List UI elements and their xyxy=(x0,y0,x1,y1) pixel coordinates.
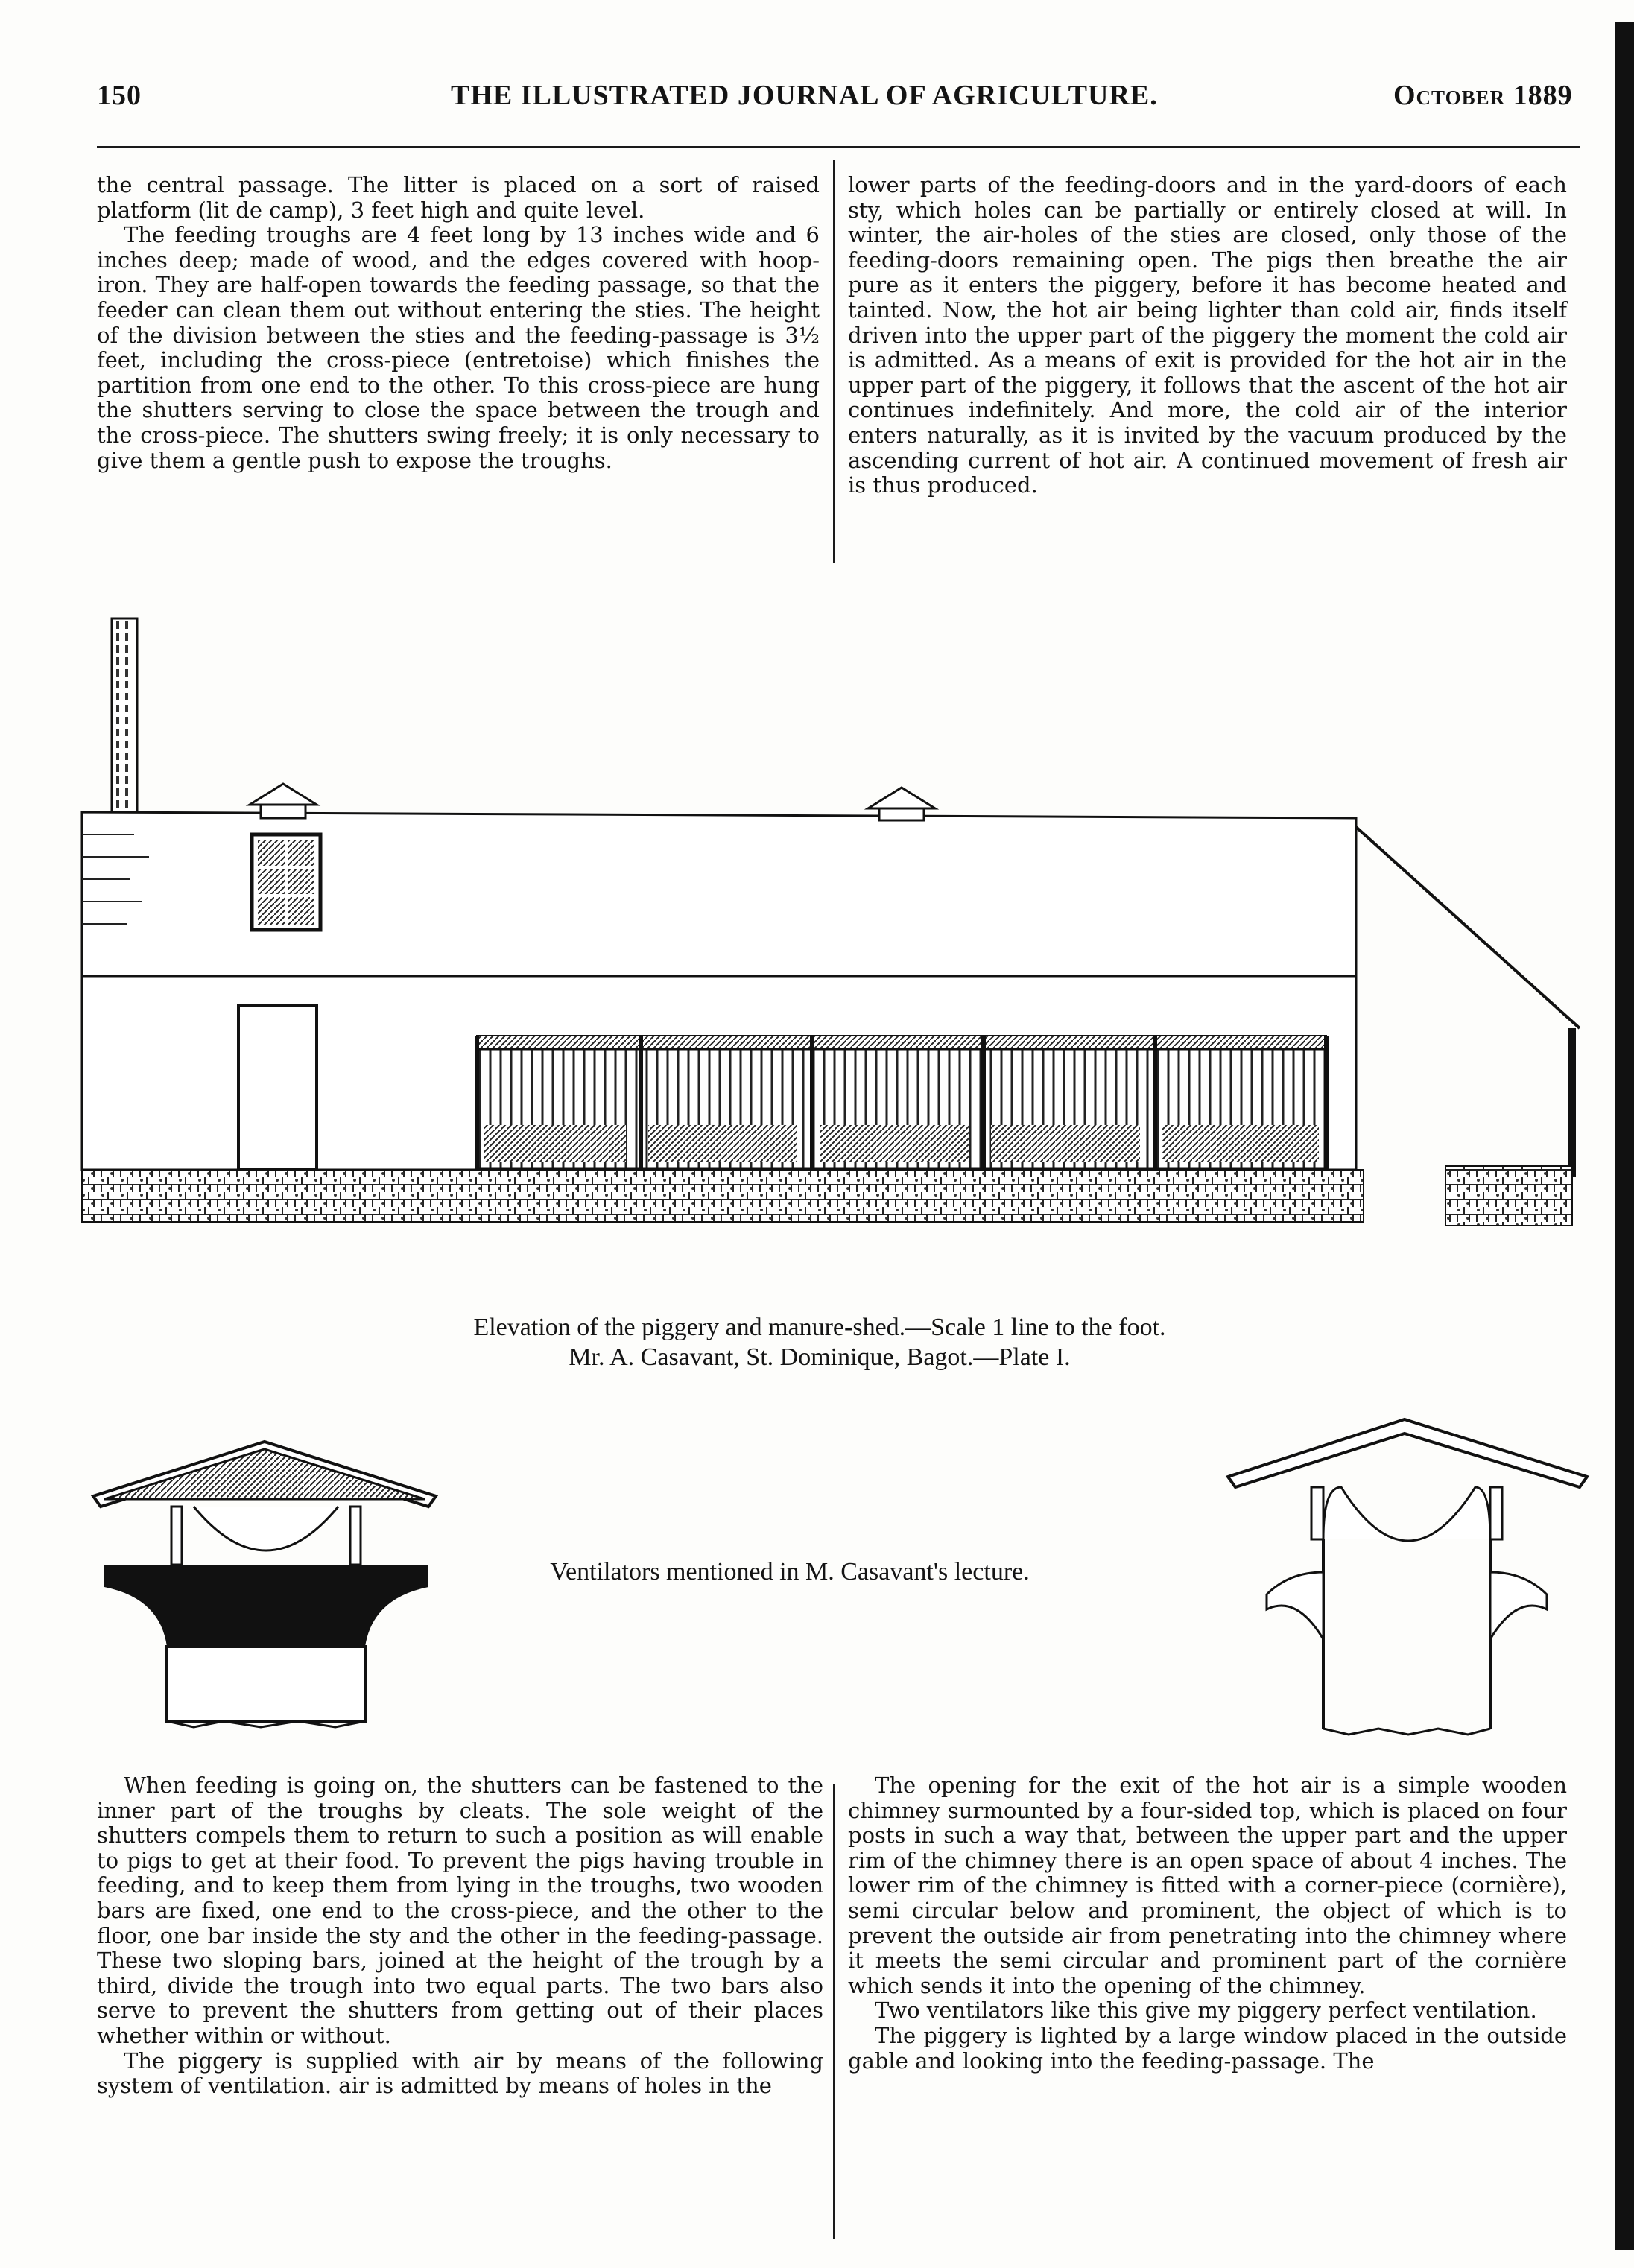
top-left-column xyxy=(97,173,820,473)
caption-line: Elevation of the piggery and manure-shed.—Scale 1 line to the foot. xyxy=(473,1314,1166,1341)
piggery-elevation-illustration xyxy=(60,611,1609,1282)
column-separator xyxy=(833,160,835,563)
paragraph: The piggery is lighted by a large window placed in the outside gable and looking into the feeding-passage. The xyxy=(848,2022,1567,2074)
issue-date: October 1889 xyxy=(1393,80,1573,111)
page-number: 150 xyxy=(97,80,142,111)
paragraph: the central passage. The litter is placed on a sort of raised platform (lit de camp), 3 feet high and quite level. xyxy=(97,172,820,223)
paragraph: Two ventilators like this give my piggery perfect ventilation. xyxy=(875,1998,1537,2024)
top-right-column xyxy=(848,173,1567,498)
ventilator-right-illustration xyxy=(1222,1416,1595,1758)
paragraph: The piggery is supplied with air by means of the following system of ventilation. air is admitted by means of holes in the xyxy=(97,2047,823,2099)
column-separator xyxy=(833,1784,835,2239)
bottom-right-column xyxy=(848,1773,1567,2074)
paragraph: The feeding troughs are 4 feet long by 13 inches wide and 6 inches deep; made of wood, and the edges covered with hoop-iron. They are half-open towards the feeding passage, so that the feeder can clean them out without entering the sties. The height of the division between the sties and the feeding-passage is 3½ feet, including the cross-piece (entretoise) which finishes the partition from one end to the other. To this cross-piece are hung the shutters serving to close the space between the trough and the cross-piece. The shutters swing freely; it is only necessary to give them a gentle push to expose the troughs. xyxy=(97,222,820,473)
paragraph: The opening for the exit of the hot air is a simple wooden chimney surmounted by a four-sided top, which is placed on four posts in such a way that, between the upper part and the upper rim of the chimney there is an open space of about 4 inches. The lower rim of the chimney is fitted with a corner-piece (cornière), semi circular below and prominent, the object of which is to prevent the outside air from penetrating into the chimney where it meets the semi circular and prominent part of the cornière which sends it into the opening of the chimney. xyxy=(848,1773,1567,1998)
paragraph: When feeding is going on, the shutters can be fastened to the inner part of the troughs by cleats. The sole weight of the shutters compels them to return to such a position as will enable to pigs to get at their food. To prevent the pigs having trouble in feeding, and to keep them from lying in the troughs, two wooden bars are fixed, one end to the cross-piece, and the other to the floor, one bar inside the sty and the other in the feeding-passage. These two sloping bars, joined at the height of the trough by a third, divide the trough into two equal parts. The two bars also serve to prevent the shutters from getting out of their places whether within or without. xyxy=(97,1773,823,2048)
caption-line: Mr. A. Casavant, St. Dominique, Bagot.—Plate I. xyxy=(569,1343,1071,1371)
paragraph: lower parts of the feeding-doors and in the yard-doors of each sty, which holes can be partially or entirely closed at will. In winter, the air-holes of the sties are closed, only those of the feeding-doors remaining open. The pigs then breathe the air pure as it enters the piggery, before it has become heated and tainted. Now, the hot air being lighter than cold air, finds itself driven into the upper part of the piggery the moment the cold air is admitted. As a means of exit is provided for the hot air in the upper part of the piggery, it follows that the ascent of the hot air continues indefinitely. And more, the cold air of the interior enters naturally, as it is invited by the vacuum produced by the ascending current of hot air. A continued movement of fresh air is thus produced. xyxy=(848,172,1567,498)
page-edge-shadow xyxy=(1615,22,1634,2250)
header-rule xyxy=(97,146,1580,148)
figure2-caption: Ventilators mentioned in M. Casavant's lecture. xyxy=(550,1558,1030,1586)
journal-title: THE ILLUSTRATED JOURNAL OF AGRICULTURE. xyxy=(451,80,1158,111)
bottom-left-column xyxy=(97,1773,823,2099)
figure1-caption xyxy=(298,1313,1341,1372)
ventilator-left-illustration xyxy=(89,1438,447,1751)
